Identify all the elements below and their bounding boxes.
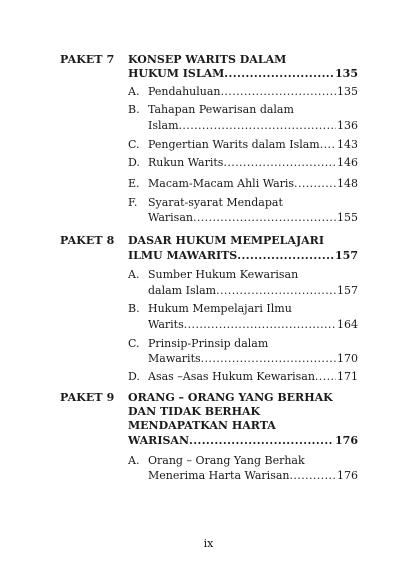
entry-title: Pengertian Warits dalam Islam: [148, 138, 320, 151]
entry-title: Tahapan Pewarisan dalam: [148, 103, 294, 116]
section-title: ORANG – ORANG YANG BERHAK: [128, 391, 333, 404]
section-title-entry[interactable]: [128, 67, 358, 80]
leader-dots: [193, 211, 336, 224]
leader-dots: [315, 370, 336, 383]
page-number: 176: [337, 469, 358, 482]
entry-title: dalam Islam: [148, 284, 217, 297]
section-title: DASAR HUKUM MEMPELAJARI: [128, 234, 324, 247]
section-title-entry[interactable]: [128, 434, 358, 447]
section-label: PAKET 8: [60, 234, 115, 247]
item-letter: D.: [128, 156, 140, 169]
section-title-entry[interactable]: [128, 249, 358, 262]
page-number: 164: [337, 318, 358, 331]
toc-entry[interactable]: [148, 85, 358, 98]
section-label: PAKET 9: [60, 391, 115, 404]
item-letter: C.: [128, 337, 140, 350]
entry-title: Orang – Orang Yang Berhak: [148, 454, 305, 467]
entry-title: Hukum Mempelajari Ilmu: [148, 302, 292, 315]
leader-dots: [290, 469, 337, 482]
toc-entry[interactable]: [148, 119, 358, 132]
item-letter: A.: [128, 454, 140, 467]
page-number: 170: [337, 352, 358, 365]
entry-title: Mawarits: [148, 352, 201, 365]
leader-dots: [216, 284, 336, 297]
entry-title: Macam-Macam Ahli Waris: [148, 177, 295, 190]
item-letter: D.: [128, 370, 140, 383]
page-number: 146: [337, 156, 358, 169]
item-letter: A.: [128, 268, 140, 281]
entry-title: Menerima Harta Warisan: [148, 469, 290, 482]
item-letter: F.: [128, 196, 138, 209]
leader-dots: [184, 318, 336, 331]
leader-dots: [189, 434, 334, 447]
toc-entry[interactable]: [148, 211, 358, 224]
page-number: 135: [335, 67, 358, 80]
page-number: 143: [337, 138, 358, 151]
page-number: 157: [335, 249, 358, 262]
item-letter: C.: [128, 138, 140, 151]
item-letter: B.: [128, 302, 140, 315]
section-title: WARISAN: [128, 434, 190, 447]
page-number: 136: [337, 119, 358, 132]
toc-entry[interactable]: [148, 352, 358, 365]
section-title: ILMU MAWARITS: [128, 249, 238, 262]
toc-entry[interactable]: [148, 156, 358, 169]
entry-title: Asas –Asas Hukum Kewarisan: [148, 370, 315, 383]
page-number: 148: [337, 177, 358, 190]
leader-dots: [237, 249, 334, 262]
toc-entry[interactable]: [148, 370, 358, 383]
section-title: DAN TIDAK BERHAK: [128, 405, 261, 418]
entry-title: Prinsip-Prinsip dalam: [148, 337, 269, 350]
leader-dots: [294, 177, 336, 190]
toc-entry[interactable]: [148, 284, 358, 297]
toc-entry[interactable]: [148, 138, 358, 151]
entry-title: Syarat-syarat Mendapat: [148, 196, 283, 209]
toc-entry[interactable]: [148, 318, 358, 331]
page-number: 176: [335, 434, 358, 447]
leader-dots: [179, 119, 337, 132]
toc-entry[interactable]: [148, 469, 358, 482]
section-title: MENDAPATKAN HARTA: [128, 419, 276, 432]
toc-entry[interactable]: [148, 177, 358, 190]
leader-dots: [320, 138, 336, 151]
leader-dots: [201, 352, 336, 365]
entry-title: Pendahuluan: [148, 85, 221, 98]
entry-title: Islam: [148, 119, 179, 132]
section-label: PAKET 7: [60, 53, 115, 66]
leader-dots: [223, 156, 336, 169]
item-letter: B.: [128, 103, 140, 116]
page-number: 135: [337, 85, 358, 98]
page-number: 155: [337, 211, 358, 224]
item-letter: A.: [128, 85, 140, 98]
item-letter: E.: [128, 177, 140, 190]
page-number: 157: [337, 284, 358, 297]
entry-title: Warits: [148, 318, 184, 331]
entry-title: Sumber Hukum Kewarisan: [148, 268, 299, 281]
entry-title: Rukun Warits: [148, 156, 224, 169]
leader-dots: [221, 85, 336, 98]
entry-title: Warisan: [148, 211, 193, 224]
footer-page-number: ix: [203, 537, 214, 550]
leader-dots: [224, 67, 334, 80]
section-title: KONSEP WARITS DALAM: [128, 53, 287, 66]
page-number: 171: [337, 370, 358, 383]
section-title: HUKUM ISLAM: [128, 67, 225, 80]
